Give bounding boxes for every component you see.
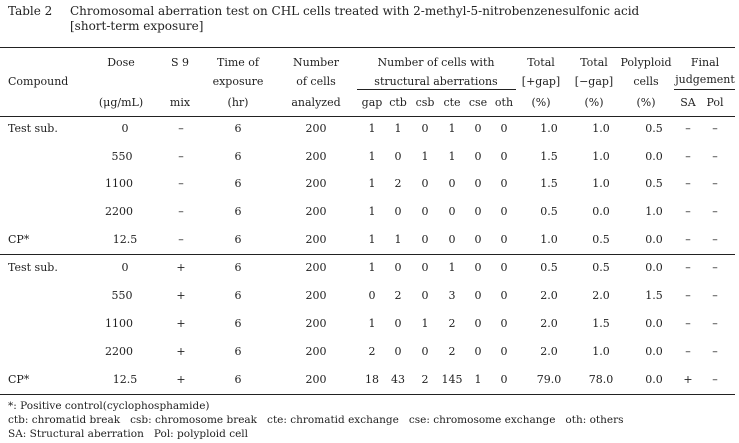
- cell-gap: 2: [368, 345, 376, 358]
- cell-gap: 0: [368, 289, 376, 302]
- cell-polyploid: 0.0: [645, 373, 663, 386]
- cell-s9: –: [178, 205, 184, 218]
- cell-s9: +: [176, 317, 186, 330]
- cell-sa: –: [685, 289, 691, 302]
- s9-group-divider-rule: [0, 254, 735, 255]
- cell-time: 6: [234, 373, 242, 386]
- cell-dose: 0: [121, 122, 129, 135]
- header-dose: Dose: [107, 56, 135, 69]
- cell-total-minus-gap: 0.5: [592, 261, 610, 274]
- cell-s9: –: [178, 122, 184, 135]
- cell-csb: 0: [421, 177, 429, 190]
- header-cte: cte: [443, 96, 461, 109]
- table-number: Table 2: [8, 4, 53, 18]
- table-row: [0, 345, 735, 359]
- cell-sa: –: [685, 233, 691, 246]
- header-total-minus-gap: [−gap]: [574, 75, 614, 88]
- cell-oth: 0: [500, 317, 508, 330]
- cell-cte: 1: [448, 150, 456, 163]
- cell-total-plus-gap: 1.0: [540, 122, 558, 135]
- cell-cells-analyzed: 200: [305, 373, 327, 386]
- header-oth: oth: [494, 96, 514, 109]
- cell-cte: 0: [448, 205, 456, 218]
- cell-ctb: 1: [394, 122, 402, 135]
- cell-sa: –: [685, 205, 691, 218]
- header-polyploid-cells: cells: [633, 75, 659, 88]
- top-rule: [0, 47, 735, 48]
- cell-cse: 0: [474, 177, 482, 190]
- cell-sa: +: [683, 373, 693, 386]
- judgement-subheader-rule: [674, 89, 735, 90]
- cell-s9: –: [178, 150, 184, 163]
- cell-cse: 0: [474, 289, 482, 302]
- cell-gap: 18: [365, 373, 379, 386]
- cell-dose: 12.5: [112, 233, 138, 246]
- cell-gap: 1: [368, 205, 376, 218]
- header-time-unit: (hr): [227, 96, 249, 109]
- cell-csb: 0: [421, 122, 429, 135]
- cell-ctb: 0: [394, 261, 402, 274]
- header-number-analyzed: analyzed: [291, 96, 341, 109]
- cell-total-plus-gap: 1.0: [540, 233, 558, 246]
- cell-polyploid: 1.0: [645, 205, 663, 218]
- cell-total-minus-gap: 78.0: [588, 373, 614, 386]
- cell-total-plus-gap: 1.5: [540, 150, 558, 163]
- cell-compound: Test sub.: [8, 261, 58, 274]
- table-row: [0, 205, 735, 219]
- cell-cte: 3: [448, 289, 456, 302]
- header-final: Final: [690, 56, 720, 69]
- cell-polyploid: 0.0: [645, 233, 663, 246]
- cell-pol: –: [712, 233, 718, 246]
- header-total-plus: Total: [527, 56, 555, 69]
- cell-pol: –: [712, 205, 718, 218]
- cell-compound: Test sub.: [8, 122, 58, 135]
- cell-s9: +: [176, 345, 186, 358]
- cell-cells-analyzed: 200: [305, 177, 327, 190]
- header-time-exposure: exposure: [212, 75, 264, 88]
- cell-gap: 1: [368, 317, 376, 330]
- cell-gap: 1: [368, 150, 376, 163]
- cell-cse: 0: [474, 122, 482, 135]
- header-total-minus: Total: [580, 56, 608, 69]
- cell-polyploid: 0.0: [645, 150, 663, 163]
- cell-gap: 1: [368, 261, 376, 274]
- cell-total-plus-gap: 1.5: [540, 177, 558, 190]
- cell-time: 6: [234, 345, 242, 358]
- cell-oth: 0: [500, 373, 508, 386]
- cell-cells-analyzed: 200: [305, 122, 327, 135]
- cell-total-minus-gap: 1.5: [592, 317, 610, 330]
- header-bottom-rule: [0, 116, 735, 117]
- cell-pol: –: [712, 261, 718, 274]
- cell-s9: +: [176, 289, 186, 302]
- header-compound: Compound: [8, 75, 69, 88]
- header-s9: S 9: [170, 56, 190, 69]
- cell-s9: –: [178, 233, 184, 246]
- table-row: [0, 122, 735, 136]
- cell-dose: 2200: [105, 345, 133, 358]
- cell-time: 6: [234, 122, 242, 135]
- cell-total-minus-gap: 1.0: [592, 150, 610, 163]
- header-number: Number: [293, 56, 339, 69]
- cell-oth: 0: [500, 177, 508, 190]
- cell-ctb: 0: [394, 205, 402, 218]
- cell-sa: –: [685, 177, 691, 190]
- cell-ctb: 0: [394, 345, 402, 358]
- cell-compound: CP*: [8, 373, 30, 386]
- cell-cte: 0: [448, 233, 456, 246]
- footnote-positive-control: *: Positive control(cyclophosphamide): [8, 400, 210, 412]
- cell-cells-analyzed: 200: [305, 233, 327, 246]
- cell-cte: 0: [448, 177, 456, 190]
- table-title-line-2: [short-term exposure]: [70, 19, 204, 33]
- cell-dose: 0: [121, 261, 129, 274]
- cell-polyploid: 0.5: [645, 177, 663, 190]
- cell-cse: 0: [474, 233, 482, 246]
- header-pol: Pol: [706, 96, 724, 109]
- cell-dose: 550: [111, 289, 133, 302]
- cell-cells-analyzed: 200: [305, 345, 327, 358]
- cell-gap: 1: [368, 233, 376, 246]
- cell-csb: 0: [421, 205, 429, 218]
- cell-polyploid: 0.5: [645, 122, 663, 135]
- cell-total-minus-gap: 1.0: [592, 345, 610, 358]
- table-title: [70, 4, 730, 34]
- cell-s9: –: [178, 177, 184, 190]
- header-number-cells: of cells: [296, 75, 336, 88]
- table-row: [0, 373, 735, 387]
- cell-gap: 1: [368, 177, 376, 190]
- header-s9-mix: mix: [169, 96, 191, 109]
- cell-cse: 0: [474, 317, 482, 330]
- cell-oth: 0: [500, 289, 508, 302]
- cell-total-minus-gap: 2.0: [592, 289, 610, 302]
- table-row: [0, 317, 735, 331]
- header-judgement: judgement: [675, 73, 735, 86]
- header-structural-2: structural aberrations: [374, 75, 498, 88]
- cell-time: 6: [234, 177, 242, 190]
- table-row: [0, 177, 735, 191]
- cell-total-plus-gap: 2.0: [540, 289, 558, 302]
- cell-dose: 1100: [105, 177, 133, 190]
- cell-sa: –: [685, 261, 691, 274]
- table-row: [0, 261, 735, 275]
- cell-pol: –: [712, 373, 718, 386]
- cell-time: 6: [234, 261, 242, 274]
- cell-time: 6: [234, 289, 242, 302]
- cell-ctb: 0: [394, 317, 402, 330]
- cell-cte: 1: [448, 122, 456, 135]
- cell-cse: 0: [474, 261, 482, 274]
- cell-cse: 0: [474, 205, 482, 218]
- cell-cse: 1: [474, 373, 482, 386]
- cell-total-plus-gap: 2.0: [540, 317, 558, 330]
- cell-oth: 0: [500, 205, 508, 218]
- header-time: Time of: [217, 56, 259, 69]
- cell-csb: 0: [421, 261, 429, 274]
- cell-csb: 0: [421, 289, 429, 302]
- cell-ctb: 1: [394, 233, 402, 246]
- cell-ctb: 43: [391, 373, 405, 386]
- cell-cse: 0: [474, 150, 482, 163]
- cell-total-minus-gap: 0.0: [592, 205, 610, 218]
- header-total-plus-gap: [+gap]: [521, 75, 561, 88]
- cell-total-minus-gap: 1.0: [592, 177, 610, 190]
- header-total-minus-unit: (%): [584, 96, 604, 109]
- cell-polyploid: 0.0: [645, 261, 663, 274]
- cell-oth: 0: [500, 150, 508, 163]
- cell-sa: –: [685, 345, 691, 358]
- cell-time: 6: [234, 205, 242, 218]
- cell-pol: –: [712, 345, 718, 358]
- cell-compound: CP*: [8, 233, 30, 246]
- table-row: [0, 233, 735, 247]
- cell-total-plus-gap: 0.5: [540, 261, 558, 274]
- cell-cells-analyzed: 200: [305, 205, 327, 218]
- header-polyploid: Polyploid: [620, 56, 672, 69]
- cell-cte: 2: [448, 317, 456, 330]
- cell-gap: 1: [368, 122, 376, 135]
- cell-sa: –: [685, 150, 691, 163]
- cell-pol: –: [712, 317, 718, 330]
- cell-csb: 0: [421, 233, 429, 246]
- cell-cte: 145: [441, 373, 463, 386]
- table-row: [0, 289, 735, 303]
- aberrations-subheader-rule: [357, 89, 516, 90]
- cell-cells-analyzed: 200: [305, 261, 327, 274]
- cell-ctb: 0: [394, 150, 402, 163]
- header-csb: csb: [415, 96, 435, 109]
- cell-dose: 2200: [105, 205, 133, 218]
- cell-dose: 12.5: [112, 373, 138, 386]
- header-total-plus-unit: (%): [531, 96, 551, 109]
- cell-csb: 1: [421, 317, 429, 330]
- cell-csb: 2: [421, 373, 429, 386]
- cell-time: 6: [234, 233, 242, 246]
- header-polyploid-unit: (%): [636, 96, 656, 109]
- cell-cse: 0: [474, 345, 482, 358]
- cell-cells-analyzed: 200: [305, 150, 327, 163]
- cell-sa: –: [685, 122, 691, 135]
- cell-oth: 0: [500, 345, 508, 358]
- header-dose-unit: (μg/mL): [98, 96, 144, 109]
- cell-time: 6: [234, 150, 242, 163]
- cell-cells-analyzed: 200: [305, 289, 327, 302]
- footnote-sa-pol: SA: Structural aberration Pol: polyploid cell: [8, 428, 249, 440]
- cell-total-plus-gap: 2.0: [540, 345, 558, 358]
- cell-csb: 1: [421, 150, 429, 163]
- cell-sa: –: [685, 317, 691, 330]
- cell-s9: +: [176, 373, 186, 386]
- cell-pol: –: [712, 177, 718, 190]
- cell-pol: –: [712, 122, 718, 135]
- cell-dose: 550: [111, 150, 133, 163]
- cell-csb: 0: [421, 345, 429, 358]
- cell-total-plus-gap: 0.5: [540, 205, 558, 218]
- header-sa: SA: [680, 96, 696, 109]
- cell-time: 6: [234, 317, 242, 330]
- header-ctb: ctb: [389, 96, 407, 109]
- cell-polyploid: 0.0: [645, 345, 663, 358]
- cell-pol: –: [712, 150, 718, 163]
- cell-ctb: 2: [394, 177, 402, 190]
- footnotes: [8, 399, 733, 441]
- cell-oth: 0: [500, 122, 508, 135]
- header-gap: gap: [361, 96, 383, 109]
- cell-total-plus-gap: 79.0: [536, 373, 562, 386]
- cell-s9: +: [176, 261, 186, 274]
- table-title-line-1: Chromosomal aberration test on CHL cells treated with 2-methyl-5-nitrobenzenesulfonic acid: [70, 4, 640, 18]
- footnote-abbreviations: ctb: chromatid break csb: chromosome break cte: chromatid exchange cse: chromosome exchange oth: others: [8, 414, 624, 426]
- cell-total-minus-gap: 1.0: [592, 122, 610, 135]
- cell-dose: 1100: [105, 317, 133, 330]
- header-structural-1: Number of cells with: [377, 56, 495, 69]
- cell-polyploid: 0.0: [645, 317, 663, 330]
- cell-cte: 2: [448, 345, 456, 358]
- cell-cells-analyzed: 200: [305, 317, 327, 330]
- cell-polyploid: 1.5: [645, 289, 663, 302]
- header-cse: cse: [468, 96, 488, 109]
- cell-cte: 1: [448, 261, 456, 274]
- cell-total-minus-gap: 0.5: [592, 233, 610, 246]
- cell-ctb: 2: [394, 289, 402, 302]
- cell-oth: 0: [500, 261, 508, 274]
- bottom-rule: [0, 394, 735, 395]
- cell-oth: 0: [500, 233, 508, 246]
- cell-pol: –: [712, 289, 718, 302]
- table-row: [0, 150, 735, 164]
